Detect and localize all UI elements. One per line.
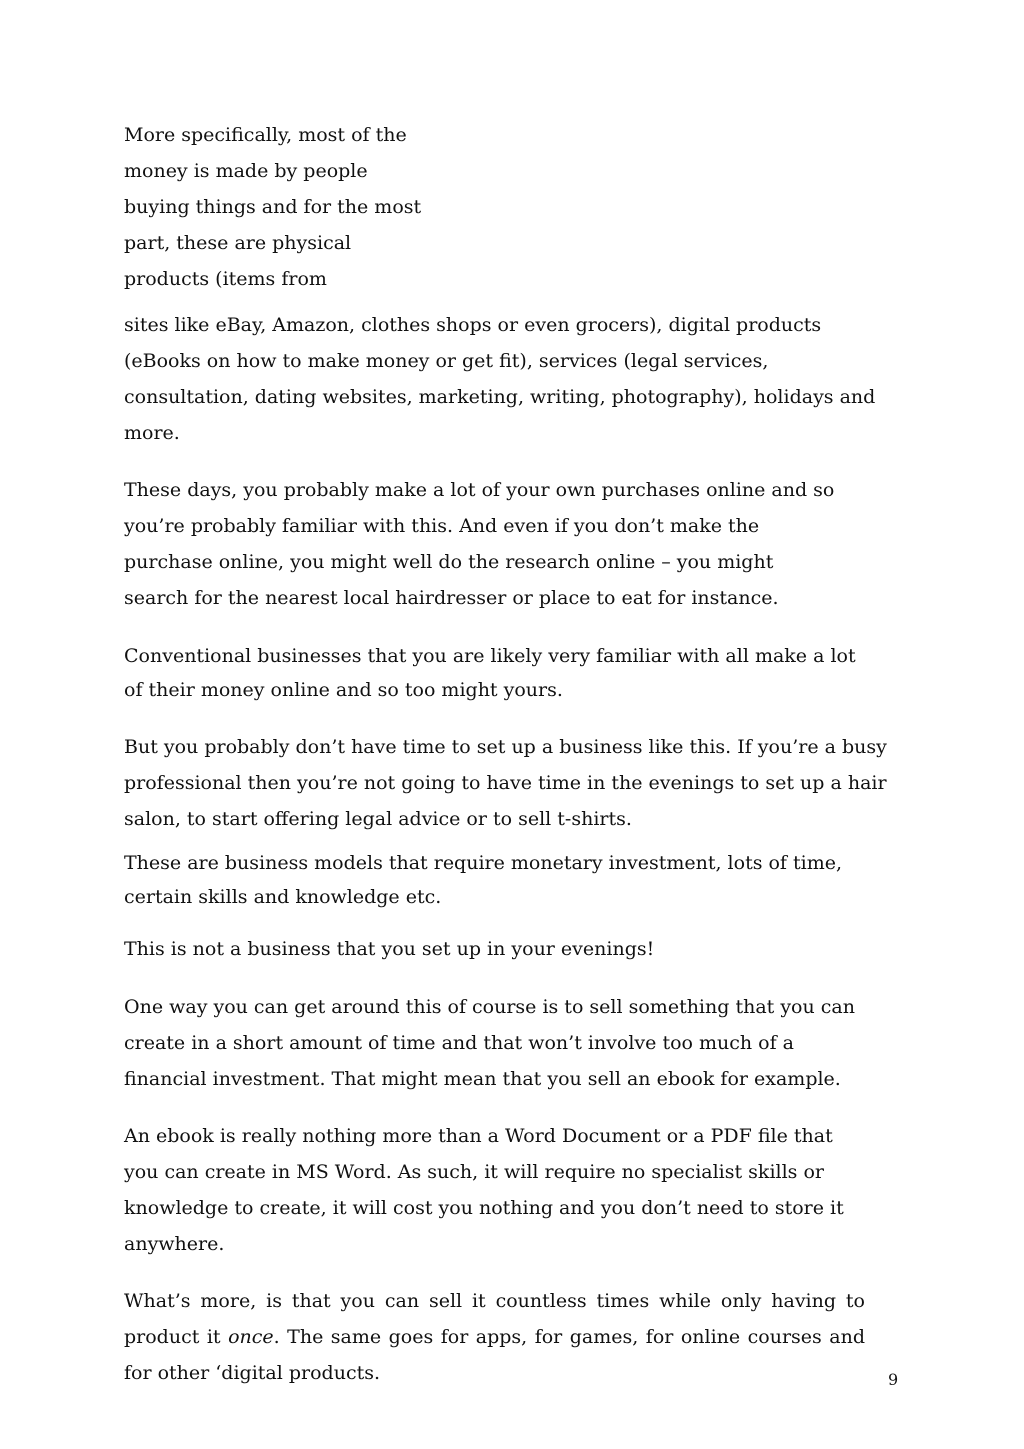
paragraph-digital-products <box>124 1283 865 1391</box>
page-number: 9 <box>888 1370 899 1389</box>
paragraph-not-evenings <box>124 931 654 967</box>
paragraph-product-types <box>124 307 875 451</box>
text-line: more. <box>124 422 180 444</box>
text-line: certain skills and knowledge etc. <box>124 886 442 908</box>
text-line: purchase online, you might well do the research online – you might <box>124 551 774 573</box>
text-line: money is made by people <box>124 160 368 182</box>
paragraph-online-purchases <box>124 472 834 616</box>
text-line: This is not a business that you set up in your evenings! <box>124 938 655 960</box>
text-line: One way you can get around this of course is to sell something that you can <box>124 996 855 1018</box>
text-line: you can create in MS Word. As such, it will require no specialist skills or <box>124 1161 824 1183</box>
paragraph-ebook <box>124 1118 844 1262</box>
paragraph-sell-something <box>124 989 855 1097</box>
text-line: buying things and for the most <box>124 196 422 218</box>
text-line: An ebook is really nothing more than a Word Document or a PDF file that <box>124 1125 833 1147</box>
paragraph-no-time <box>124 729 887 837</box>
text-line: knowledge to create, it will cost you nothing and you don’t need to store it <box>124 1197 844 1219</box>
text-line: More specifically, most of the <box>124 124 407 146</box>
text-line: These are business models that require monetary investment, lots of time, <box>124 852 843 874</box>
text-segment: product it <box>124 1326 229 1348</box>
text-line: you’re probably familiar with this. And even if you don’t make the <box>124 515 760 537</box>
text-line: products (items from <box>124 268 327 290</box>
text-line: for other ‘digital products. <box>124 1362 381 1384</box>
text-line: of their money online and so too might yours. <box>124 679 563 701</box>
emphasis-text: once <box>228 1326 274 1348</box>
text-line: consultation, dating websites, marketing, writing, photography), holidays and <box>124 386 876 408</box>
text-line: (eBooks on how to make money or get fit), services (legal services, <box>124 350 769 372</box>
paragraph-conventional-businesses <box>124 639 856 707</box>
text-segment: . The same goes for apps, for games, for online courses and <box>273 1326 865 1348</box>
text-line: financial investment. That might mean that you sell an ebook for example. <box>124 1068 841 1090</box>
paragraph-business-models <box>124 846 842 914</box>
text-line: anywhere. <box>124 1233 225 1255</box>
text-line: Conventional businesses that you are likely very familiar with all make a lot <box>124 645 856 667</box>
text-line <box>124 1319 865 1355</box>
text-line: What’s more, is that you can sell it countless times while only having to <box>124 1290 865 1312</box>
text-line: sites like eBay, Amazon, clothes shops or even grocers), digital products <box>124 314 822 336</box>
text-line: create in a short amount of time and that won’t involve too much of a <box>124 1032 795 1054</box>
text-line: part, these are physical <box>124 232 352 254</box>
text-line: But you probably don’t have time to set up a business like this. If you’re a busy <box>124 736 887 758</box>
text-line: professional then you’re not going to have time in the evenings to set up a hair <box>124 772 887 794</box>
text-line: search for the nearest local hairdresser or place to eat for instance. <box>124 587 779 609</box>
paragraph-intro <box>124 117 421 297</box>
text-line: These days, you probably make a lot of your own purchases online and so <box>124 479 835 501</box>
text-line: salon, to start offering legal advice or to sell t-shirts. <box>124 808 632 830</box>
